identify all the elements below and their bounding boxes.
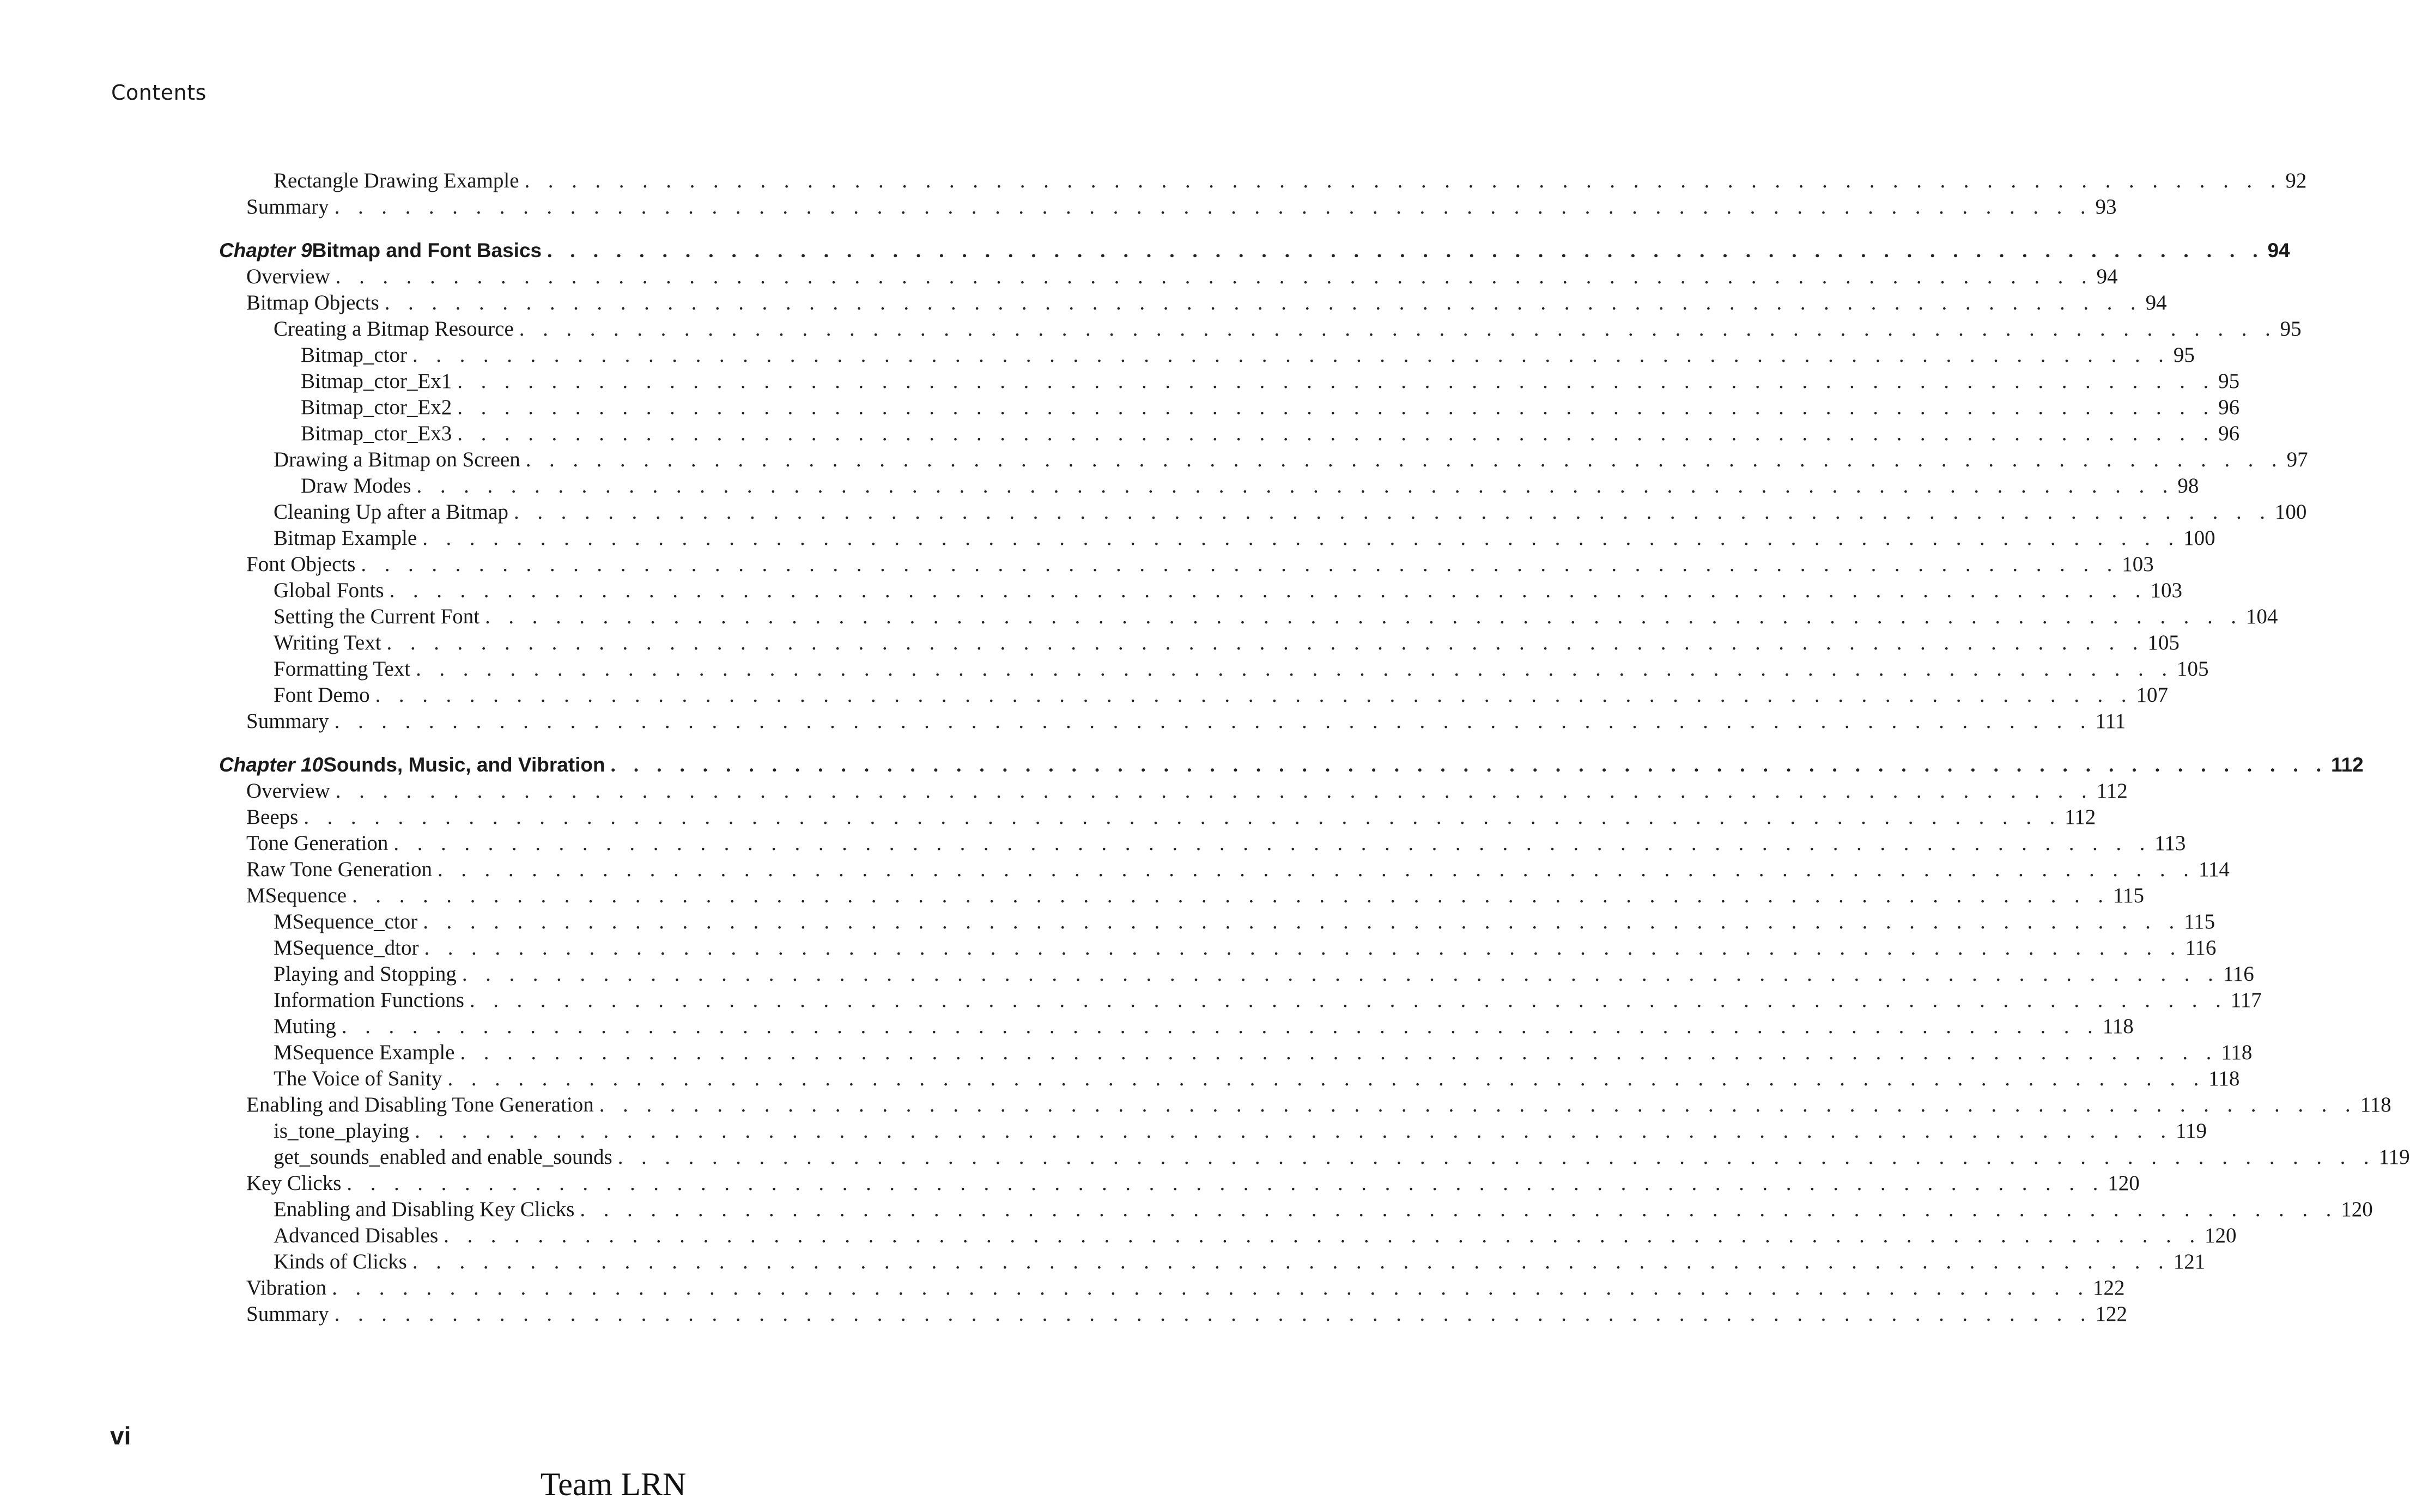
toc-entry-title: Sounds, Music, and Vibration [323,754,605,776]
toc-entry-title: Tone Generation [246,831,388,855]
toc-entry-title: Muting [274,1015,336,1038]
toc-entry[interactable] [219,368,2240,394]
toc-page-number: 120 [2108,1171,2140,1195]
toc-entry[interactable] [219,830,2186,857]
toc-entry[interactable] [219,447,2308,473]
dot-leader: . . . . . . . . . . . . . . . . . . . . . . . . . . . . . . . . . . . . . . . . . . . . . . . . . . . . . . . . . . . . . . . . . . . . . . . . . . . [335,779,2093,803]
dot-leader: . . . . . . . . . . . . . . . . . . . . . . . . . . . . . . . . . . . . . . . . . . . . . . . . . . . . . . . . . . . . . . . . . . . . . . . . . . . [437,858,2195,881]
dot-leader: . . . . . . . . . . . . . . . . . . . . . . . . . . . . . . . . . . . . . . . . . . . . . . . . . . . . . . . . . . . . . . . . . . . . . . . . . . . [610,754,2328,776]
dot-leader: . . . . . . . . . . . . . . . . . . . . . . . . . . . . . . . . . . . . . . . . . . . . . . . . . . . . . . . . . . . . . . . . . . . . . . . . . . . [347,1171,2105,1195]
toc-entry[interactable] [219,987,2262,1013]
dot-leader: . . . . . . . . . . . . . . . . . . . . . . . . . . . . . . . . . . . . . . . . . . . . . . . . . . . . . . . . . . . . . . . . . . . . . . . . . . . [412,1250,2170,1273]
toc-entry[interactable] [219,1144,2410,1170]
toc-entry-title: Advanced Disables [274,1224,439,1247]
toc-entry[interactable] [219,857,2230,883]
toc-entry-title: Font Demo [274,683,370,707]
toc-entry-title: Cleaning Up after a Bitmap [274,500,509,524]
dot-leader: . . . . . . . . . . . . . . . . . . . . . . . . . . . . . . . . . . . . . . . . . . . . . . . . . . . . . . . . . . . . . . . . . . . . . . . . . . . [416,474,2175,497]
toc-entry-title: Writing Text [274,631,381,654]
toc-entry[interactable] [219,499,2307,525]
dot-leader: . . . . . . . . . . . . . . . . . . . . . . . . . . . . . . . . . . . . . . . . . . . . . . . . . . . . . . . . . . . . . . . . . . . . . . . . . . . [393,831,2152,855]
toc-entry[interactable] [219,525,2215,551]
toc-entry-title: MSequence_dtor [274,936,419,960]
toc-entry[interactable] [219,1249,2206,1275]
toc-chapter-entry[interactable] [219,238,2290,264]
dot-leader: . . . . . . . . . . . . . . . . . . . . . . . . . . . . . . . . . . . . . . . . . . . . . . . . . . . . . . . . . . . . . . . . . . . . . . . . . . . [460,1041,2218,1064]
dot-leader: . . . . . . . . . . . . . . . . . . . . . . . . . . . . . . . . . . . . . . . . . . . . . . . . . . . . . . . . . . . . . . . . . . . . . . . . . . . [334,1302,2092,1326]
dot-leader: . . . . . . . . . . . . . . . . . . . . . . . . . . . . . . . . . . . . . . . . . . . . . . . . . . . . . . . . . . . . . . . . . . . . . . . . . . . [547,240,2265,262]
toc-page-number: 122 [2093,1276,2125,1300]
toc-entry-title: MSequence [246,884,347,907]
toc-page-number: 118 [2102,1015,2134,1038]
dot-leader: . . . . . . . . . . . . . . . . . . . . . . . . . . . . . . . . . . . . . . . . . . . . . . . . . . . . . . . . . . . . . . . . . . . . . . . . . . . [469,988,2227,1012]
dot-leader: . . . . . . . . . . . . . . . . . . . . . . . . . . . . . . . . . . . . . . . . . . . . . . . . . . . . . . . . . . . . . . . . . . . . . . . . . . . [415,1119,2172,1143]
toc-entry[interactable] [219,630,2180,656]
dot-leader: . . . . . . . . . . . . . . . . . . . . . . . . . . . . . . . . . . . . . . . . . . . . . . . . . . . . . . . . . . . . . . . . . . . . . . . . . . . [389,579,2147,602]
toc-entry[interactable] [219,1040,2253,1066]
toc-page-number: 122 [2095,1302,2128,1326]
dot-leader: . . . . . . . . . . . . . . . . . . . . . . . . . . . . . . . . . . . . . . . . . . . . . . . . . . . . . . . . . . . . . . . . . . . . . . . . . . . [422,526,2181,550]
toc-page-number: 104 [2245,605,2278,628]
toc-entry[interactable] [219,935,2217,961]
toc-page-number: 93 [2095,195,2117,218]
toc-page-number: 98 [2177,474,2199,497]
toc-page-number: 112 [2065,805,2096,829]
toc-entry[interactable] [219,656,2209,682]
toc-entry[interactable] [219,551,2154,578]
toc-page-number: 119 [2378,1145,2410,1169]
toc-entry-title: The Voice of Sanity [274,1067,442,1090]
toc-page-number: 92 [2285,169,2307,192]
toc-page-number: 112 [2330,754,2364,776]
dot-leader: . . . . . . . . . . . . . . . . . . . . . . . . . . . . . . . . . . . . . . . . . . . . . . . . . . . . . . . . . . . . . . . . . . . . . . . . . . . [457,396,2215,419]
toc-page-number: 114 [2198,858,2230,881]
toc-page-number: 96 [2218,396,2240,419]
toc-entry-title: Summary [246,195,329,218]
toc-page-number: 118 [2208,1067,2240,1090]
dot-leader: . . . . . . . . . . . . . . . . . . . . . . . . . . . . . . . . . . . . . . . . . . . . . . . . . . . . . . . . . . . . . . . . . . . . . . . . . . . [386,631,2145,654]
toc-page-number: 107 [2136,683,2168,707]
toc-page-number: 116 [2223,962,2254,986]
toc-page-number: 95 [2280,317,2302,341]
toc-entry[interactable] [219,473,2199,499]
dot-leader: . . . . . . . . . . . . . . . . . . . . . . . . . . . . . . . . . . . . . . . . . . . . . . . . . . . . . . . . . . . . . . . . . . . . . . . . . . . [384,291,2142,314]
toc-page-number: 113 [2154,831,2186,855]
dot-leader: . . . . . . . . . . . . . . . . . . . . . . . . . . . . . . . . . . . . . . . . . . . . . . . . . . . . . . . . . . . . . . . . . . . . . . . . . . . [525,448,2284,471]
toc-entry[interactable] [219,264,2118,290]
dot-leader: . . . . . . . . . . . . . . . . . . . . . . . . . . . . . . . . . . . . . . . . . . . . . . . . . . . . . . . . . . . . . . . . . . . . . . . . . . . [412,343,2170,367]
toc-page-number: 112 [2096,779,2128,803]
dot-leader: . . . . . . . . . . . . . . . . . . . . . . . . . . . . . . . . . . . . . . . . . . . . . . . . . . . . . . . . . . . . . . . . . . . . . . . . . . . [423,910,2181,933]
toc-entry-title: Draw Modes [301,474,411,497]
toc-entry[interactable] [219,1118,2207,1144]
toc-entry[interactable] [219,194,2117,220]
dot-leader: . . . . . . . . . . . . . . . . . . . . . . . . . . . . . . . . . . . . . . . . . . . . . . . . . . . . . . . . . . . . . . . . . . . . . . . . . . . [424,936,2182,960]
toc-page-number: 117 [2230,988,2262,1012]
dot-leader: . . . . . . . . . . . . . . . . . . . . . . . . . . . . . . . . . . . . . . . . . . . . . . . . . . . . . . . . . . . . . . . . . . . . . . . . . . . [334,195,2092,218]
dot-leader: . . . . . . . . . . . . . . . . . . . . . . . . . . . . . . . . . . . . . . . . . . . . . . . . . . . . . . . . . . . . . . . . . . . . . . . . . . . [514,500,2272,524]
toc-page-number: 118 [2360,1093,2391,1116]
toc-page-number: 95 [2173,343,2195,367]
toc-entry[interactable] [219,1092,2391,1118]
toc-entry[interactable] [219,1275,2125,1301]
toc-entry-title: Enabling and Disabling Tone Generation [246,1093,594,1116]
toc-entry[interactable] [219,708,2126,734]
toc-entry-title: Raw Tone Generation [246,858,432,881]
toc-entry-title: Bitmap Example [274,526,417,550]
dot-leader: . . . . . . . . . . . . . . . . . . . . . . . . . . . . . . . . . . . . . . . . . . . . . . . . . . . . . . . . . . . . . . . . . . . . . . . . . . . [580,1198,2338,1221]
toc-entry-title: Font Objects [246,552,356,576]
toc-entry-title: Bitmap_ctor_Ex1 [301,369,452,393]
toc-page-number: 97 [2286,448,2308,471]
toc-entry-title: Beeps [246,805,299,829]
toc-entry[interactable] [219,394,2240,421]
toc-page-number: 118 [2221,1041,2253,1064]
toc-page-number: 115 [2112,884,2145,907]
toc-entry-title: Drawing a Bitmap on Screen [274,448,520,471]
toc-page-number: 120 [2341,1198,2373,1221]
toc-entry-title: MSequence_ctor [274,910,418,933]
toc-entry[interactable] [219,342,2195,368]
dot-leader: . . . . . . . . . . . . . . . . . . . . . . . . . . . . . . . . . . . . . . . . . . . . . . . . . . . . . . . . . . . . . . . . . . . . . . . . . . . [416,657,2174,681]
dot-leader: . . . . . . . . . . . . . . . . . . . . . . . . . . . . . . . . . . . . . . . . . . . . . . . . . . . . . . . . . . . . . . . . . . . . . . . . . . . [341,1015,2099,1038]
toc-page-number: 111 [2095,709,2126,733]
dot-leader: . . . . . . . . . . . . . . . . . . . . . . . . . . . . . . . . . . . . . . . . . . . . . . . . . . . . . . . . . . . . . . . . . . . . . . . . . . . [617,1145,2376,1169]
dot-leader: . . . . . . . . . . . . . . . . . . . . . . . . . . . . . . . . . . . . . . . . . . . . . . . . . . . . . . . . . . . . . . . . . . . . . . . . . . . [335,265,2093,288]
toc-entry-title: Creating a Bitmap Resource [274,317,514,341]
toc-entry[interactable] [219,1197,2373,1223]
toc-entry-title: is_tone_playing [274,1119,410,1143]
toc-page-number: 105 [2147,631,2180,654]
dot-leader: . . . . . . . . . . . . . . . . . . . . . . . . . . . . . . . . . . . . . . . . . . . . . . . . . . . . . . . . . . . . . . . . . . . . . . . . . . . [599,1093,2357,1116]
page-number-folio: vi [110,1422,131,1450]
running-head: Contents [111,81,207,105]
toc-entry[interactable] [219,290,2167,316]
toc-page-number: 94 [2145,291,2167,314]
toc-page-number: 94 [2096,265,2118,288]
toc-entry[interactable] [219,1013,2134,1040]
toc-entry-title: Vibration [246,1276,327,1300]
toc-entry-title: Playing and Stopping [274,962,457,986]
toc-chapter-number: Chapter 10 [219,754,324,776]
toc-entry-title: Bitmap_ctor [301,343,407,367]
toc-page-number: 103 [2122,552,2154,576]
toc-entry[interactable] [219,961,2254,987]
toc-entry-title: Summary [246,709,329,733]
dot-leader: . . . . . . . . . . . . . . . . . . . . . . . . . . . . . . . . . . . . . . . . . . . . . . . . . . . . . . . . . . . . . . . . . . . . . . . . . . . [519,317,2277,341]
toc-entry-title: MSequence Example [274,1041,455,1064]
toc-page-number: 100 [2274,500,2307,524]
toc-page-number: 116 [2185,936,2217,960]
toc-entry-title: Bitmap_ctor_Ex2 [301,396,452,419]
toc-page-number: 95 [2218,369,2240,393]
toc-entry[interactable] [219,804,2096,830]
dot-leader: . . . . . . . . . . . . . . . . . . . . . . . . . . . . . . . . . . . . . . . . . . . . . . . . . . . . . . . . . . . . . . . . . . . . . . . . . . . [524,169,2282,192]
toc-entry-title: Key Clicks [246,1171,342,1195]
table-of-contents [219,168,2410,1327]
toc-entry[interactable] [219,1301,2128,1327]
toc-page-number: 96 [2218,422,2240,445]
toc-entry[interactable] [219,682,2168,708]
toc-entry-title: Kinds of Clicks [274,1250,407,1273]
toc-entry[interactable] [219,883,2145,909]
toc-entry-title: Bitmap Objects [246,291,379,314]
dot-leader: . . . . . . . . . . . . . . . . . . . . . . . . . . . . . . . . . . . . . . . . . . . . . . . . . . . . . . . . . . . . . . . . . . . . . . . . . . . [485,605,2243,628]
toc-page-number: 119 [2176,1119,2207,1143]
toc-page-number: 103 [2150,579,2182,602]
toc-page-number: 94 [2267,239,2290,262]
toc-entry-title: Overview [246,779,330,803]
toc-page-number: 115 [2184,910,2215,933]
toc-page-number: 121 [2173,1250,2206,1273]
dot-leader: . . . . . . . . . . . . . . . . . . . . . . . . . . . . . . . . . . . . . . . . . . . . . . . . . . . . . . . . . . . . . . . . . . . . . . . . . . . [375,683,2133,707]
toc-page-number: 105 [2176,657,2209,681]
dot-leader: . . . . . . . . . . . . . . . . . . . . . . . . . . . . . . . . . . . . . . . . . . . . . . . . . . . . . . . . . . . . . . . . . . . . . . . . . . . [457,422,2215,445]
dot-leader: . . . . . . . . . . . . . . . . . . . . . . . . . . . . . . . . . . . . . . . . . . . . . . . . . . . . . . . . . . . . . . . . . . . . . . . . . . . [462,962,2220,986]
dot-leader: . . . . . . . . . . . . . . . . . . . . . . . . . . . . . . . . . . . . . . . . . . . . . . . . . . . . . . . . . . . . . . . . . . . . . . . . . . . [447,1067,2206,1090]
toc-entry[interactable] [219,168,2307,194]
toc-entry-title: Information Functions [274,988,464,1012]
dot-leader: . . . . . . . . . . . . . . . . . . . . . . . . . . . . . . . . . . . . . . . . . . . . . . . . . . . . . . . . . . . . . . . . . . . . . . . . . . . [303,805,2062,829]
toc-entry-title: Enabling and Disabling Key Clicks [274,1198,575,1221]
dot-leader: . . . . . . . . . . . . . . . . . . . . . . . . . . . . . . . . . . . . . . . . . . . . . . . . . . . . . . . . . . . . . . . . . . . . . . . . . . . [444,1224,2202,1247]
toc-entry[interactable] [219,1170,2140,1197]
dot-leader: . . . . . . . . . . . . . . . . . . . . . . . . . . . . . . . . . . . . . . . . . . . . . . . . . . . . . . . . . . . . . . . . . . . . . . . . . . . [361,552,2119,576]
toc-page-number: 120 [2205,1224,2237,1247]
toc-entry[interactable] [219,778,2128,804]
toc-chapter-number: Chapter 9 [219,239,312,262]
toc-page-number: 100 [2183,526,2215,550]
dot-leader: . . . . . . . . . . . . . . . . . . . . . . . . . . . . . . . . . . . . . . . . . . . . . . . . . . . . . . . . . . . . . . . . . . . . . . . . . . . [332,1276,2090,1300]
dot-leader: . . . . . . . . . . . . . . . . . . . . . . . . . . . . . . . . . . . . . . . . . . . . . . . . . . . . . . . . . . . . . . . . . . . . . . . . . . . [334,709,2092,733]
dot-leader: . . . . . . . . . . . . . . . . . . . . . . . . . . . . . . . . . . . . . . . . . . . . . . . . . . . . . . . . . . . . . . . . . . . . . . . . . . . [352,884,2110,907]
toc-entry[interactable] [219,1066,2240,1092]
dot-leader: . . . . . . . . . . . . . . . . . . . . . . . . . . . . . . . . . . . . . . . . . . . . . . . . . . . . . . . . . . . . . . . . . . . . . . . . . . . [457,369,2215,393]
toc-entry[interactable] [219,421,2240,447]
toc-entry[interactable] [219,578,2182,604]
toc-chapter-entry[interactable] [219,752,2364,778]
toc-entry-title: get_sounds_enabled and enable_sounds [274,1145,612,1169]
toc-entry-title: Overview [246,265,330,288]
toc-entry-title: Setting the Current Font [274,605,480,628]
toc-entry[interactable] [219,316,2302,342]
toc-entry[interactable] [219,604,2278,630]
toc-entry-title: Rectangle Drawing Example [274,169,519,192]
toc-entry[interactable] [219,1223,2237,1249]
footer-watermark: Team LRN [540,1466,687,1502]
toc-entry-title: Global Fonts [274,579,384,602]
toc-entry-title: Bitmap and Font Basics [312,239,542,262]
toc-entry-title: Formatting Text [274,657,411,681]
toc-entry[interactable] [219,909,2215,935]
toc-entry-title: Summary [246,1302,329,1326]
toc-entry-title: Bitmap_ctor_Ex3 [301,422,452,445]
